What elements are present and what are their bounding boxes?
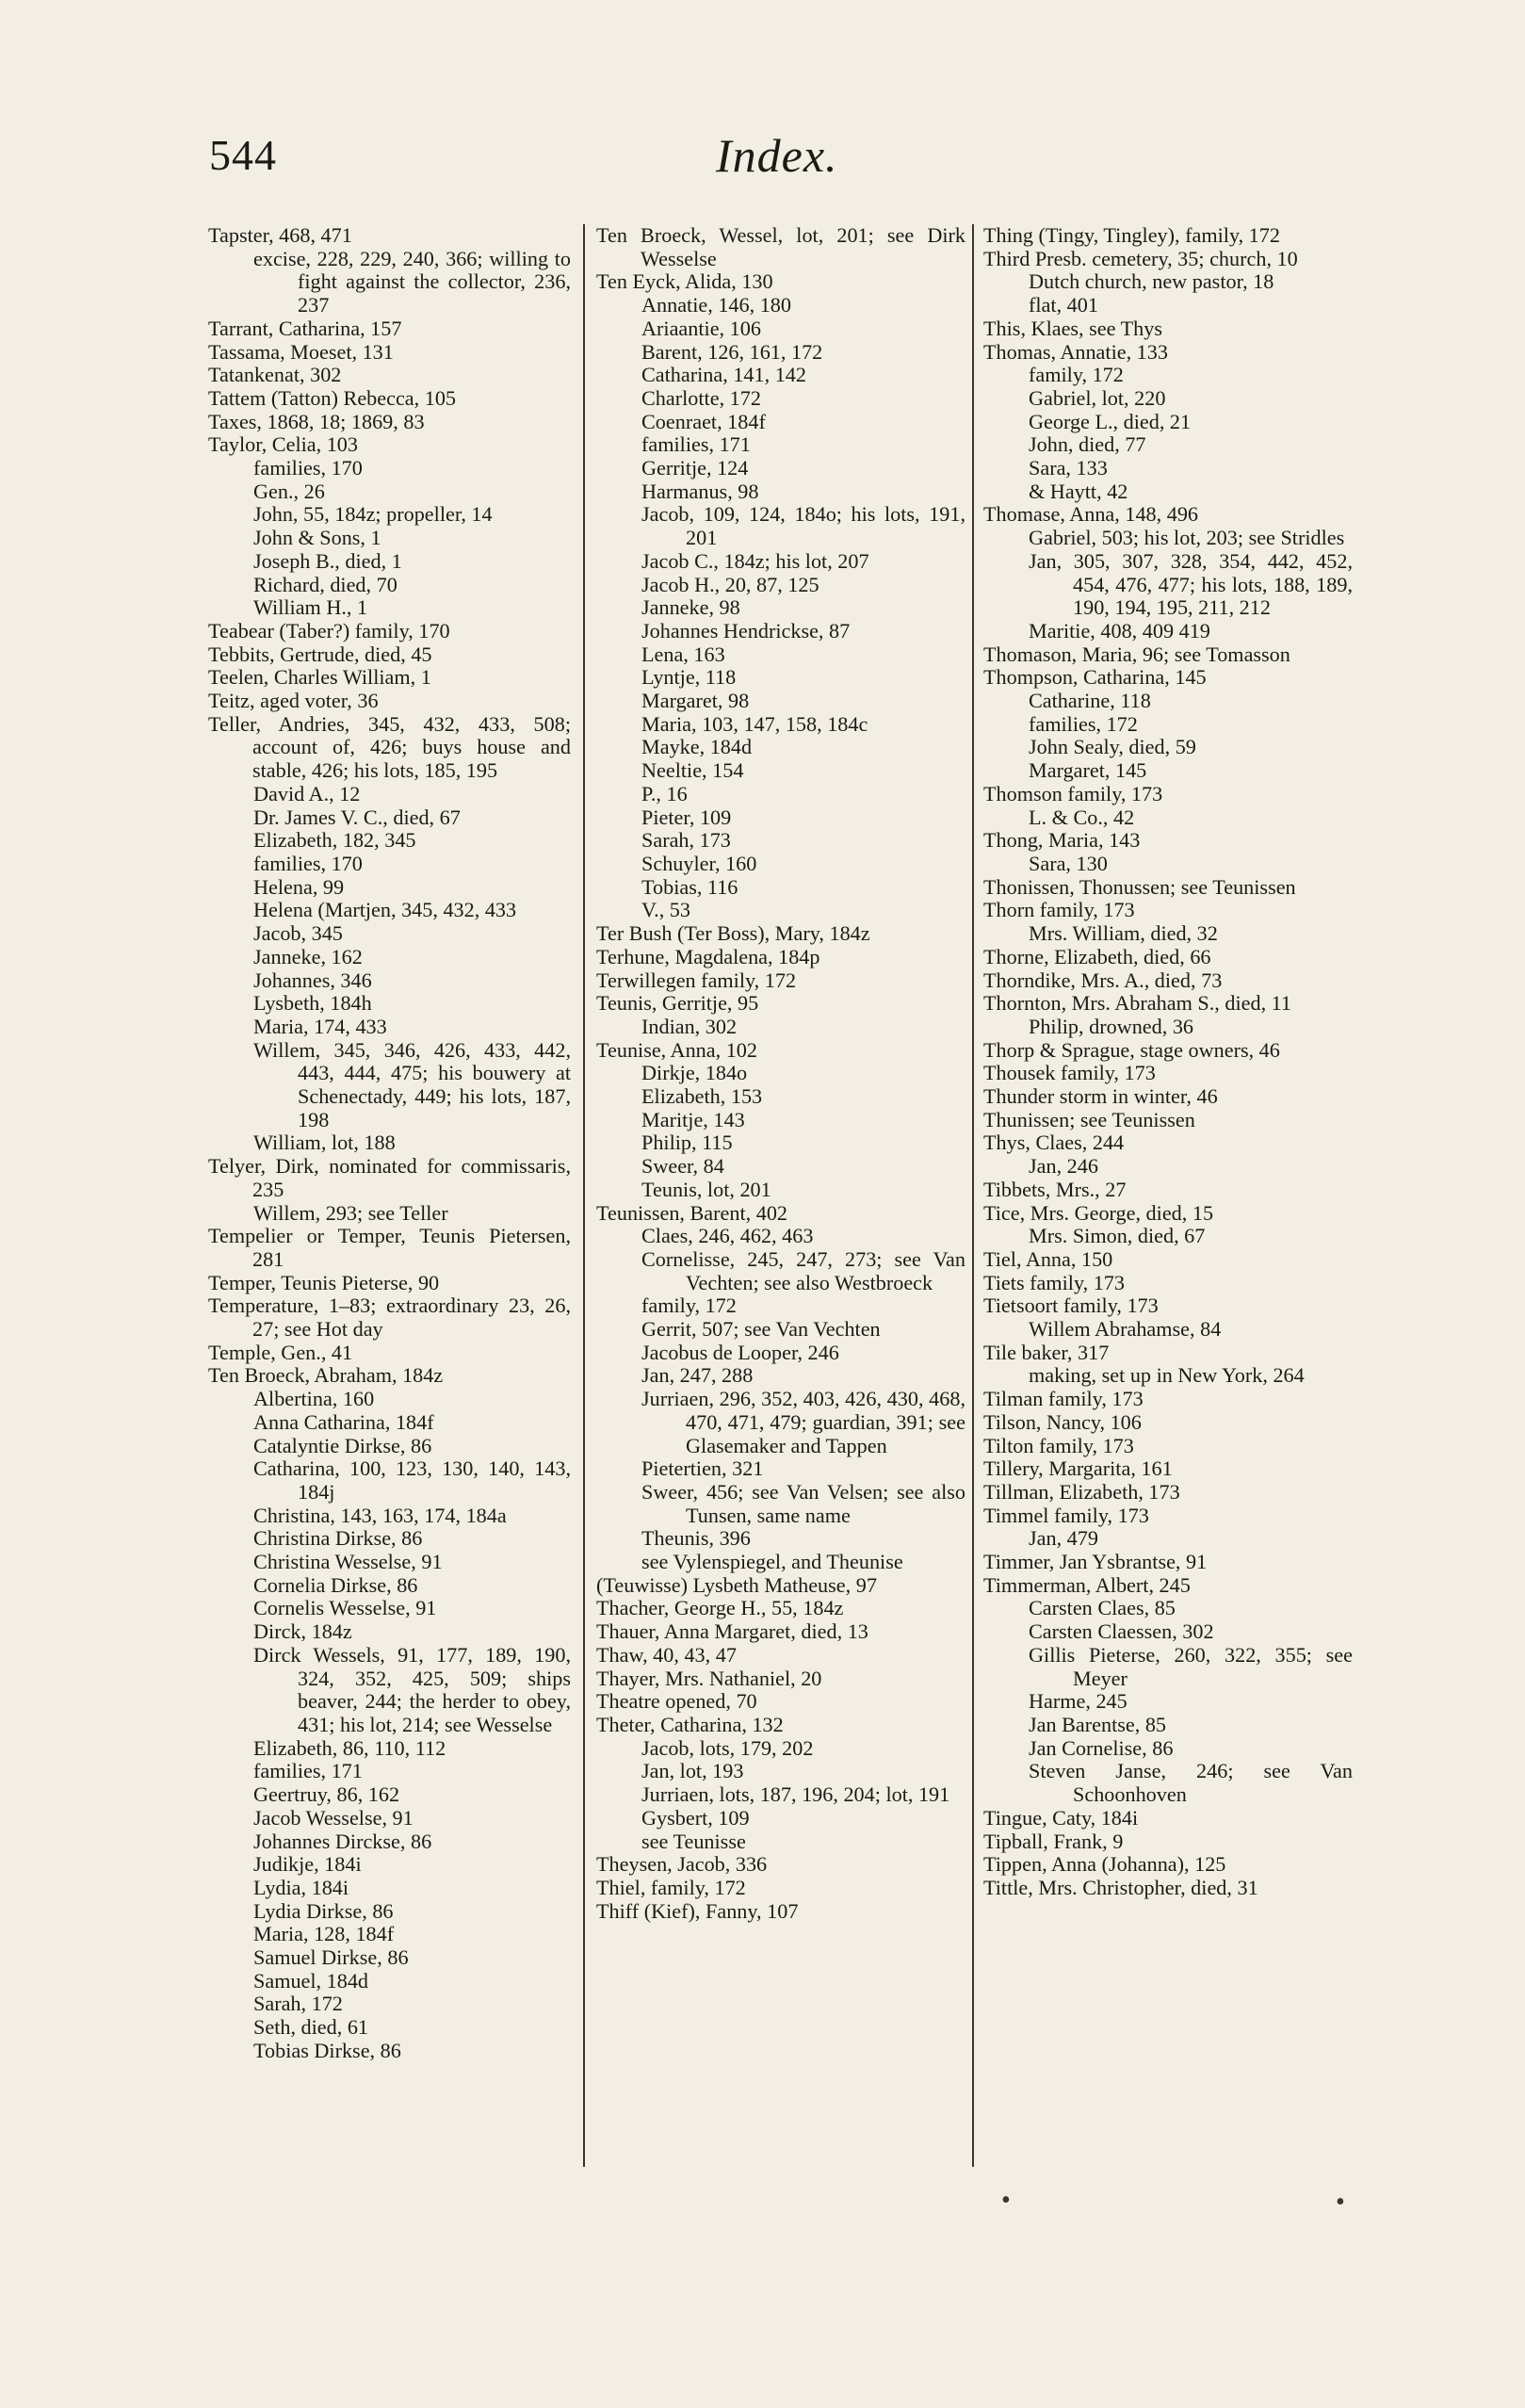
index-subentry: V., 53 xyxy=(641,898,690,922)
index-subentry: Elizabeth, 182, 345 xyxy=(253,828,416,853)
index-subentry: Anna Catharina, 184f xyxy=(253,1409,434,1434)
index-subentry: Neeltie, 154 xyxy=(641,758,744,783)
index-entry: Tiel, Anna, 150 xyxy=(983,1246,1113,1271)
index-subentry: Mrs. Simon, died, 67 xyxy=(1029,1224,1206,1248)
index-subentry: Cornelisse, 245, 247, 273; see Van Vechten; see also Westbroeck xyxy=(641,1246,965,1294)
index-subentry: Dirkje, 184o xyxy=(641,1061,748,1085)
index-subentry: Lyntje, 118 xyxy=(641,665,737,690)
index-subentry: William H., 1 xyxy=(253,595,368,620)
index-entry: (Teuwisse) Lysbeth Matheuse, 97 xyxy=(596,1572,877,1597)
index-subentry: Geertruy, 86, 162 xyxy=(253,1782,400,1807)
index-subentry: Maritie, 408, 409 419 xyxy=(1029,618,1210,643)
index-column-2 xyxy=(596,224,965,1923)
index-subentry: Schuyler, 160 xyxy=(641,851,757,875)
index-entry: Theter, Catharina, 132 xyxy=(596,1713,784,1736)
index-subentry: John Sealy, died, 59 xyxy=(1029,735,1196,759)
index-subentry: Gillis Pieterse, 260, 322, 355; see Meyer xyxy=(1029,1642,1353,1690)
index-subentry: Maritje, 143 xyxy=(641,1107,745,1131)
index-entry: Tingue, Caty, 184i xyxy=(983,1805,1139,1830)
index-entry: Teller, Andries, 345, 432, 433, 508; account of, 426; buys house and stable, 426; his lots, 185, 195 xyxy=(208,711,571,783)
index-subentry: Gabriel, lot, 220 xyxy=(1029,385,1166,410)
index-entry: Ten Broeck, Abraham, 184z xyxy=(208,1363,444,1388)
index-subentry: Lydia, 184i xyxy=(253,1875,349,1899)
index-subentry: Gen., 26 xyxy=(253,479,325,503)
index-subentry: Seth, died, 61 xyxy=(253,2015,369,2040)
index-entry: Thorndike, Mrs. A., died, 73 xyxy=(983,968,1223,992)
index-entry: Tatankenat, 302 xyxy=(208,363,342,387)
index-entry: Thornton, Mrs. Abraham S., died, 11 xyxy=(983,991,1292,1016)
index-subentry: Annatie, 146, 180 xyxy=(641,293,791,317)
index-subentry: Richard, died, 70 xyxy=(253,572,397,596)
index-entry: Tapster, 468, 471 xyxy=(208,223,352,247)
index-entry: Teelen, Charles William, 1 xyxy=(208,665,431,690)
index-subentry: David A., 12 xyxy=(253,781,361,805)
index-subentry: John, died, 77 xyxy=(1029,432,1146,457)
index-subentry: flat, 401 xyxy=(1029,293,1098,317)
index-subentry: Sweer, 84 xyxy=(641,1154,724,1179)
index-entry: Ten Broeck, Wessel, lot, 201; see Dirk Wesselse xyxy=(596,223,965,270)
index-subentry: Sweer, 456; see Van Velsen; see also Tunsen, same name xyxy=(641,1479,965,1527)
index-subentry: Dr. James V. C., died, 67 xyxy=(253,805,461,829)
index-entry: Thorp & Sprague, stage owners, 46 xyxy=(983,1037,1280,1062)
index-subentry: Catharine, 118 xyxy=(1029,689,1151,713)
index-subentry: Mrs. William, died, 32 xyxy=(1029,921,1218,946)
index-entry: Thayer, Mrs. Nathaniel, 20 xyxy=(596,1666,822,1690)
index-subentry: Maria, 103, 147, 158, 184c xyxy=(641,711,868,736)
index-subentry: Philip, 115 xyxy=(641,1131,733,1155)
index-subentry: Janneke, 162 xyxy=(253,944,363,968)
index-entry: Thing (Tingy, Tingley), family, 172 xyxy=(983,223,1280,247)
index-entry: Tietsoort family, 173 xyxy=(983,1293,1159,1318)
index-subentry: Catalyntie Dirkse, 86 xyxy=(253,1433,432,1457)
index-subentry: Margaret, 98 xyxy=(641,689,750,713)
index-subentry: Harme, 245 xyxy=(1029,1689,1128,1714)
index-entry: Thomas, Annatie, 133 xyxy=(983,339,1168,364)
index-subentry: Jan, 246 xyxy=(1029,1154,1098,1179)
index-entry: Theysen, Jacob, 336 xyxy=(596,1852,768,1877)
index-entry: Thompson, Catharina, 145 xyxy=(983,665,1207,690)
index-entry: Thaw, 40, 43, 47 xyxy=(596,1642,737,1667)
index-subentry: Charlotte, 172 xyxy=(641,385,761,410)
index-subentry: Jacob H., 20, 87, 125 xyxy=(641,572,819,596)
index-entry: Timmel family, 173 xyxy=(983,1503,1149,1527)
index-entry: Tiets family, 173 xyxy=(983,1270,1125,1294)
index-subentry: Willem Abrahamse, 84 xyxy=(1029,1317,1222,1342)
index-subentry: Carsten Claessen, 302 xyxy=(1029,1619,1214,1644)
index-entry: Tempelier or Temper, Teunis Pietersen, 281 xyxy=(208,1224,571,1271)
index-entry: Third Presb. cemetery, 35; church, 10 xyxy=(983,246,1298,270)
index-subentry: George L., died, 21 xyxy=(1029,409,1192,433)
index-subentry: Jurriaen, lots, 187, 196, 204; lot, 191 xyxy=(641,1782,950,1807)
index-entry: Theatre opened, 70 xyxy=(596,1689,757,1714)
index-subentry: Claes, 246, 462, 463 xyxy=(641,1224,814,1248)
index-column-1 xyxy=(208,224,571,2063)
index-subentry: Teunis, lot, 201 xyxy=(641,1177,771,1201)
index-entry: Thomason, Maria, 96; see Tomasson xyxy=(983,642,1290,666)
index-subentry: William, lot, 188 xyxy=(253,1131,396,1155)
index-subentry: Elizabeth, 86, 110, 112 xyxy=(253,1735,446,1760)
index-subentry: Gysbert, 109 xyxy=(641,1805,750,1830)
index-subentry: Coenraet, 184f xyxy=(641,409,766,433)
index-subentry: Catharina, 141, 142 xyxy=(641,363,806,387)
index-subentry: Carsten Claes, 85 xyxy=(1029,1596,1176,1620)
index-subentry: Helena, 99 xyxy=(253,874,345,899)
index-subentry: Indian, 302 xyxy=(641,1014,738,1038)
index-entry: Tittle, Mrs. Christopher, died, 31 xyxy=(983,1875,1258,1899)
index-subentry: Sara, 133 xyxy=(1029,456,1108,480)
index-entry: This, Klaes, see Thys xyxy=(983,316,1163,340)
index-entry: Thorn family, 173 xyxy=(983,898,1135,922)
index-subentry: Pietertien, 321 xyxy=(641,1456,764,1481)
index-subentry: Joseph B., died, 1 xyxy=(253,548,402,573)
index-subentry: Judikje, 184i xyxy=(253,1852,362,1877)
index-entry: Tipball, Frank, 9 xyxy=(983,1829,1124,1853)
index-subentry: Dutch church, new pastor, 18 xyxy=(1029,269,1274,294)
index-subentry: see Vylenspiegel, and Theunise xyxy=(641,1550,903,1574)
index-subentry: Steven Janse, 246; see Van Schoonhoven xyxy=(1029,1759,1353,1807)
index-entry: Ten Eyck, Alida, 130 xyxy=(596,269,773,294)
index-subentry: Willem, 345, 346, 426, 433, 442, 443, 444, 475; his bouwery at Schenectady, 449; his lots, 187, 198 xyxy=(253,1037,571,1131)
index-entry: Tillman, Elizabeth, 173 xyxy=(983,1479,1180,1504)
index-subentry: Cornelia Dirkse, 86 xyxy=(253,1572,418,1597)
index-entry: Tassama, Moeset, 131 xyxy=(208,339,394,364)
index-subentry: Christina Wesselse, 91 xyxy=(253,1550,443,1574)
index-subentry: Jacob C., 184z; his lot, 207 xyxy=(641,548,869,573)
index-subentry: Harmanus, 98 xyxy=(641,479,759,503)
index-subentry: Johannes Hendrickse, 87 xyxy=(641,618,851,643)
index-entry: Thauer, Anna Margaret, died, 13 xyxy=(596,1619,868,1644)
index-subentry: P., 16 xyxy=(641,781,688,805)
index-subentry: Sarah, 173 xyxy=(641,828,731,853)
index-subentry: Samuel, 184d xyxy=(253,1968,369,1993)
index-subentry: Johannes Dirckse, 86 xyxy=(253,1829,432,1853)
index-entry: Tilton family, 173 xyxy=(983,1433,1134,1457)
index-entry: Teabear (Taber?) family, 170 xyxy=(208,618,450,643)
index-subentry: Jacob, 109, 124, 184o; his lots, 191, 201 xyxy=(641,502,965,550)
page-mark: • xyxy=(1336,2188,1345,2217)
index-entry: Thunissen; see Teunissen xyxy=(983,1107,1195,1131)
index-entry: Thonissen, Thonussen; see Teunissen xyxy=(983,874,1296,899)
index-entry: Teunissen, Barent, 402 xyxy=(596,1200,788,1225)
index-subentry: Philip, drowned, 36 xyxy=(1029,1014,1194,1038)
index-entry: Thousek family, 173 xyxy=(983,1061,1156,1085)
index-subentry: family, 172 xyxy=(1029,363,1124,387)
index-subentry: Sara, 130 xyxy=(1029,851,1108,875)
running-head: Index. xyxy=(716,129,838,182)
index-entry: Teunise, Anna, 102 xyxy=(596,1037,757,1062)
index-subentry: families, 171 xyxy=(641,432,751,457)
index-entry: Tippen, Anna (Johanna), 125 xyxy=(983,1852,1226,1877)
index-entry: Tile baker, 317 xyxy=(983,1340,1110,1364)
index-subentry: Gerrit, 507; see Van Vechten xyxy=(641,1317,881,1342)
index-entry: Taxes, 1868, 18; 1869, 83 xyxy=(208,409,425,433)
index-subentry: L. & Co., 42 xyxy=(1029,805,1135,829)
index-entry: Tilman family, 173 xyxy=(983,1387,1144,1411)
index-subentry: Ariaantie, 106 xyxy=(641,316,761,340)
index-subentry: Samuel Dirkse, 86 xyxy=(253,1945,409,1970)
index-subentry: Barent, 126, 161, 172 xyxy=(641,339,823,364)
index-entry: Temple, Gen., 41 xyxy=(208,1340,353,1364)
index-subentry: Christina Dirkse, 86 xyxy=(253,1526,423,1551)
index-entry: Tice, Mrs. George, died, 15 xyxy=(983,1200,1214,1225)
index-column-3 xyxy=(983,224,1353,1900)
index-subentry: Dirck, 184z xyxy=(253,1619,352,1644)
index-entry: Thys, Claes, 244 xyxy=(983,1131,1125,1155)
index-subentry: Jan, 305, 307, 328, 354, 442, 452, 454, 476, 477; his lots, 188, 189, 190, 194, 195, 211, 212 xyxy=(1029,548,1353,620)
index-subentry: excise, 228, 229, 240, 366; willing to fight against the collector, 236, 237 xyxy=(253,246,571,317)
index-subentry: Gerritje, 124 xyxy=(641,456,749,480)
index-subentry: families, 170 xyxy=(253,456,363,480)
index-subentry: Jan, lot, 193 xyxy=(641,1759,744,1783)
index-subentry: Jan Cornelise, 86 xyxy=(1029,1735,1174,1760)
index-subentry: Lena, 163 xyxy=(641,642,725,666)
index-subentry: Lydia Dirkse, 86 xyxy=(253,1898,394,1923)
index-subentry: Tobias Dirkse, 86 xyxy=(253,2038,401,2062)
index-subentry: families, 171 xyxy=(253,1759,363,1783)
index-subentry: Jacob, 345 xyxy=(253,921,343,946)
index-subentry: Lysbeth, 184h xyxy=(253,991,372,1016)
index-entry: Taylor, Celia, 103 xyxy=(208,432,358,457)
index-subentry: Maria, 174, 433 xyxy=(253,1014,387,1038)
index-subentry: Jacob Wesselse, 91 xyxy=(253,1805,414,1830)
index-entry: Timmerman, Albert, 245 xyxy=(983,1572,1191,1597)
index-entry: Tilson, Nancy, 106 xyxy=(983,1409,1142,1434)
index-entry: Thiff (Kief), Fanny, 107 xyxy=(596,1898,799,1923)
index-subentry: see Teunisse xyxy=(641,1829,746,1853)
index-subentry: Mayke, 184d xyxy=(641,735,753,759)
index-entry: Thomase, Anna, 148, 496 xyxy=(983,502,1199,527)
index-subentry: & Haytt, 42 xyxy=(1029,479,1128,503)
index-entry: Temperature, 1–83; extraordinary 23, 26, 27; see Hot day xyxy=(208,1293,571,1342)
index-subentry: Sarah, 172 xyxy=(253,1992,343,2016)
index-entry: Temper, Teunis Pieterse, 90 xyxy=(208,1270,440,1294)
index-subentry: Willem, 293; see Teller xyxy=(253,1200,448,1225)
index-entry: Tebbits, Gertrude, died, 45 xyxy=(208,642,432,666)
index-subentry: family, 172 xyxy=(641,1293,737,1318)
index-entry: Thorne, Elizabeth, died, 66 xyxy=(983,944,1211,968)
index-entry: Terhune, Magdalena, 184p xyxy=(596,944,820,968)
index-subentry: Catharina, 100, 123, 130, 140, 143, 184j xyxy=(253,1456,571,1504)
index-subentry: families, 170 xyxy=(253,851,363,875)
index-subentry: Dirck Wessels, 91, 177, 189, 190, 324, 352, 425, 509; ships beaver, 244; the herder to obey, 431; his lot, 214; see Wesselse xyxy=(253,1642,571,1736)
index-entry: Thong, Maria, 143 xyxy=(983,828,1141,853)
index-subentry: Jacob, lots, 179, 202 xyxy=(641,1735,814,1760)
index-entry: Tibbets, Mrs., 27 xyxy=(983,1177,1127,1201)
index-subentry: Jacobus de Looper, 246 xyxy=(641,1340,839,1364)
index-subentry: John, 55, 184z; propeller, 14 xyxy=(253,502,493,527)
index-entry: Terwillegen family, 172 xyxy=(596,968,797,992)
index-entry: Telyer, Dirk, nominated for commissaris, 235 xyxy=(208,1154,571,1201)
index-entry: Thacher, George H., 55, 184z xyxy=(596,1596,844,1620)
index-entry: Tarrant, Catharina, 157 xyxy=(208,316,402,340)
index-entry: Timmer, Jan Ysbrantse, 91 xyxy=(983,1550,1208,1574)
index-subentry: Albertina, 160 xyxy=(253,1387,375,1411)
index-entry: Tattem (Tatton) Rebecca, 105 xyxy=(208,385,457,410)
index-subentry: Tobias, 116 xyxy=(641,874,738,899)
index-entry: Teunis, Gerritje, 95 xyxy=(596,991,759,1016)
index-subentry: Elizabeth, 153 xyxy=(641,1084,763,1109)
index-subentry: making, set up in New York, 264 xyxy=(1029,1363,1305,1388)
index-subentry: Margaret, 145 xyxy=(1029,758,1147,783)
index-subentry: Jan Barentse, 85 xyxy=(1029,1713,1167,1736)
index-subentry: Gabriel, 503; his lot, 203; see Stridles xyxy=(1029,526,1345,550)
index-subentry: Christina, 143, 163, 174, 184a xyxy=(253,1503,507,1527)
column-rule xyxy=(583,224,585,2167)
index-subentry: families, 172 xyxy=(1029,711,1138,736)
index-subentry: John & Sons, 1 xyxy=(253,526,381,550)
index-subentry: Jurriaen, 296, 352, 403, 426, 430, 468, 470, 471, 479; guardian, 391; see Glasemaker and Tappen xyxy=(641,1387,965,1457)
index-subentry: Pieter, 109 xyxy=(641,805,732,829)
index-subentry: Johannes, 346 xyxy=(253,968,372,992)
index-subentry: Maria, 128, 184f xyxy=(253,1922,395,1946)
index-subentry: Jan, 247, 288 xyxy=(641,1363,754,1388)
index-entry: Tillery, Margarita, 161 xyxy=(983,1456,1173,1481)
index-subentry: Helena (Martjen, 345, 432, 433 xyxy=(253,898,517,922)
page-number: 544 xyxy=(209,131,277,179)
index-entry: Thomson family, 173 xyxy=(983,781,1163,805)
column-rule xyxy=(972,224,974,2167)
page-mark: • xyxy=(1001,2186,1011,2215)
index-subentry: Cornelis Wesselse, 91 xyxy=(253,1596,437,1620)
index-subentry: Janneke, 98 xyxy=(641,595,740,620)
index-entry: Thiel, family, 172 xyxy=(596,1875,746,1899)
index-entry: Teitz, aged voter, 36 xyxy=(208,689,379,713)
index-subentry: Jan, 479 xyxy=(1029,1526,1098,1551)
index-entry: Ter Bush (Ter Boss), Mary, 184z xyxy=(596,921,870,946)
index-subentry: Theunis, 396 xyxy=(641,1526,751,1551)
index-entry: Thunder storm in winter, 46 xyxy=(983,1084,1218,1109)
